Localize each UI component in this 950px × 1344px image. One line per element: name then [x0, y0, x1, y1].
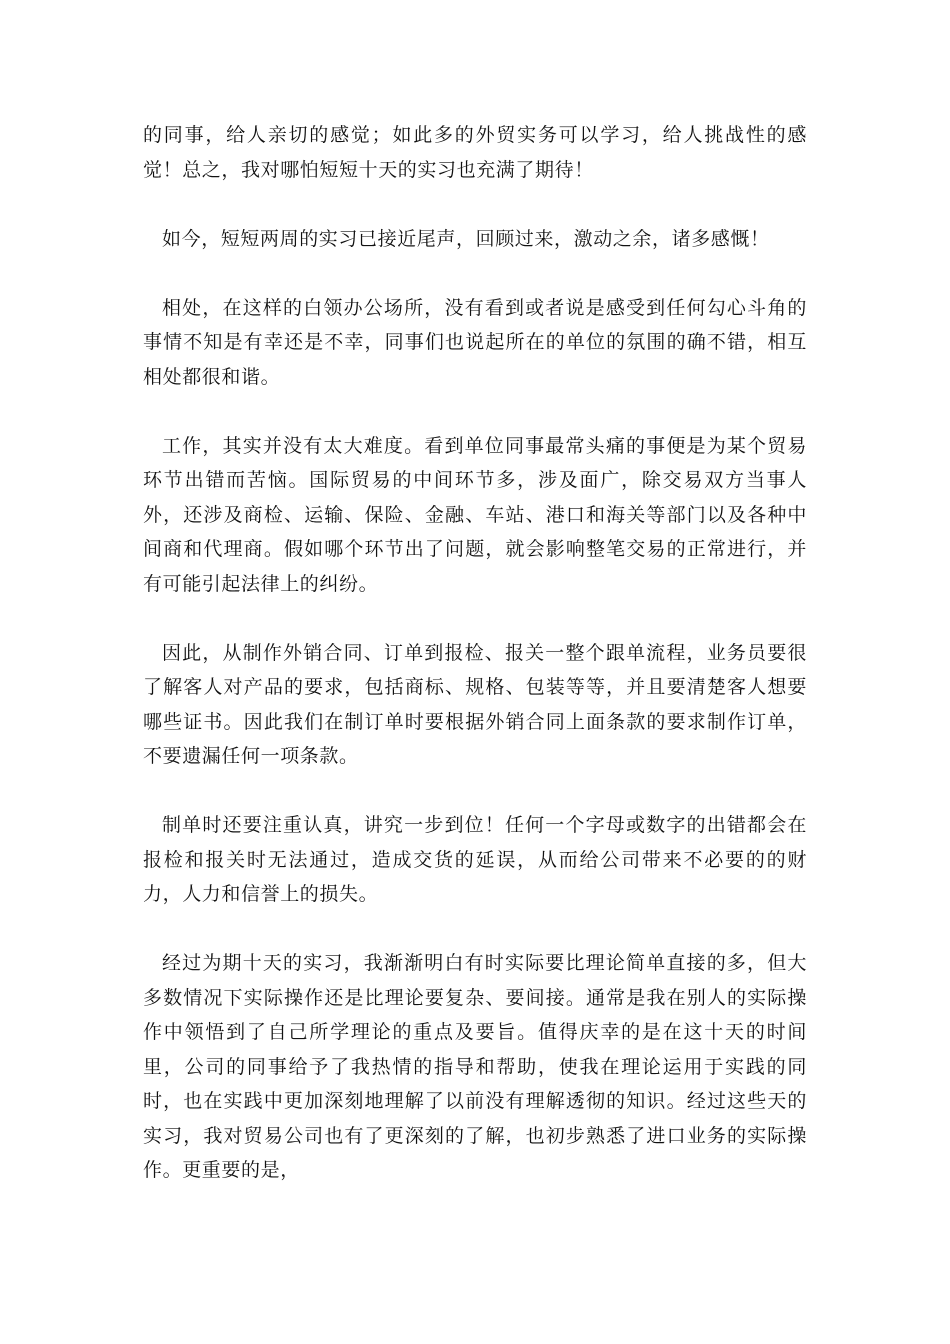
paragraph-6: 制单时还要注重认真，讲究一步到位！任何一个字母或数字的出错都会在报检和报关时无法通过，造成交货的延误，从而给公司带来不必要的的财力，人力和信誉上的损失。 [143, 814, 807, 905]
paragraph-7: 经过为期十天的实习，我渐渐明白有时实际要比理论简单直接的多，但大多数情况下实际操作还是比理论要复杂、要间接。通常是我在别人的实际操作中领悟到了自己所学理论的重点及要旨。值得庆幸的是在这十天的时间里，公司的同事给予了我热情的指导和帮助，使我在理论运用于实践的同时，也在实践中更加深刻地理解了以前没有理解透彻的知识。经过这些天的实习，我对贸易公司也有了更深刻的了解，也初步熟悉了进口业务的实际操作。更重要的是， [143, 952, 807, 1181]
paragraph-3: 相处，在这样的白领办公场所，没有看到或者说是感受到任何勾心斗角的事情不知是有幸还是不幸，同事们也说起所在的单位的氛围的确不错，相互相处都很和谐。 [143, 296, 807, 388]
paragraph-5: 因此，从制作外销合同、订单到报检、报关一整个跟单流程，业务员要很了解客人对产品的要求，包括商标、规格、包装等等，并且要清楚客人想要哪些证书。因此我们在制订单时要根据外销合同上面条款的要求制作订单，不要遗漏任何一项条款。 [143, 641, 807, 767]
paragraph-1: 的同事，给人亲切的感觉；如此多的外贸实务可以学习，给人挑战性的感觉！总之，我对哪怕短短十天的实习也充满了期待！ [143, 124, 807, 181]
paragraph-2: 如今，短短两周的实习已接近尾声，回顾过来，激动之余，诸多感慨！ [162, 227, 770, 250]
paragraph-4: 工作，其实并没有太大难度。看到单位同事最常头痛的事便是为某个贸易环节出错而苦恼。国际贸易的中间环节多，涉及面广，除交易双方当事人外，还涉及商检、运输、保险、金融、车站、港口和海关等部门以及各种中间商和代理商。假如哪个环节出了问题，就会影响整笔交易的正常进行，并有可能引起法律上的纠纷。 [143, 434, 807, 595]
document-body [143, 118, 807, 1222]
